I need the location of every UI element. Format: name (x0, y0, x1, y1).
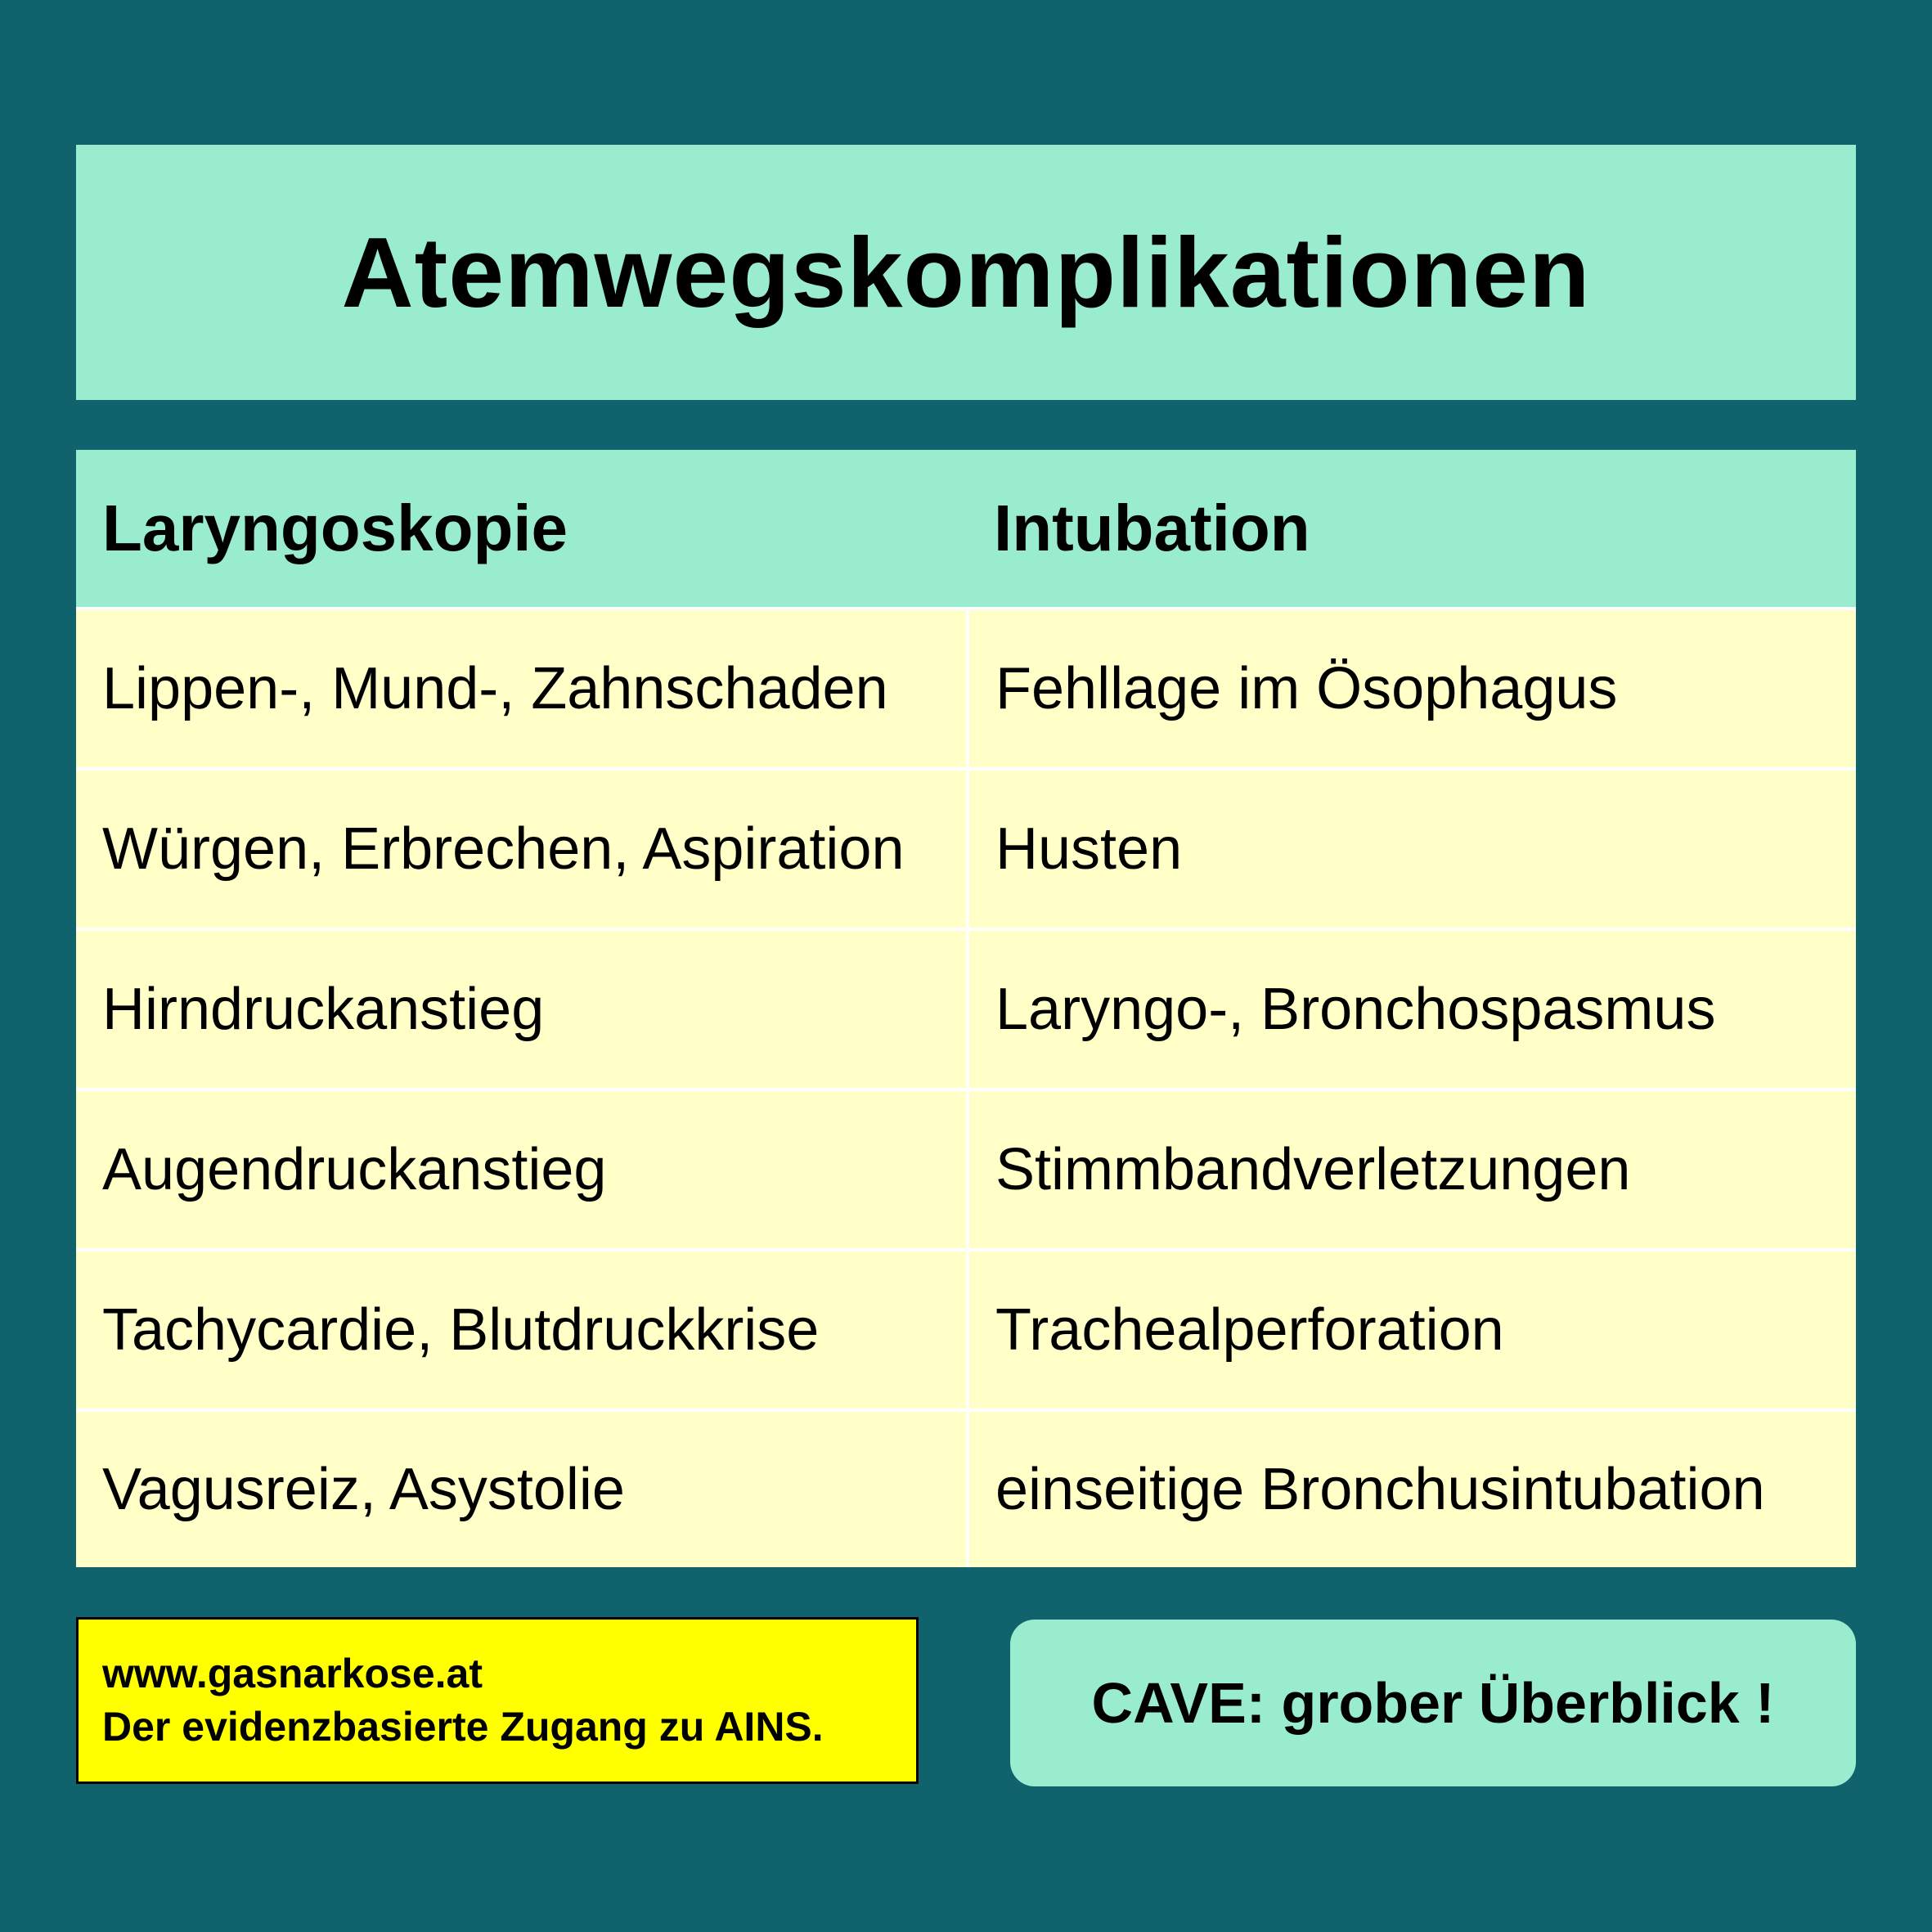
table-cell-intubation: Laryngo-, Bronchospasmus (968, 929, 1856, 1090)
complications-table (76, 450, 1856, 1567)
table-cell-laryngoskopie: Tachycardie, Blutdruckkrise (76, 1250, 968, 1410)
table-cell-laryngoskopie: Vagusreiz, Asystolie (76, 1410, 968, 1567)
source-badge (76, 1617, 919, 1784)
table-header-row (76, 450, 1856, 609)
table-body (76, 609, 1856, 1567)
table-cell-laryngoskopie: Lippen-, Mund-, Zahnschaden (76, 609, 968, 769)
table-cell-intubation: Fehllage im Ösophagus (968, 609, 1856, 769)
table-cell-laryngoskopie: Augendruckanstieg (76, 1090, 968, 1250)
table-cell-laryngoskopie: Hirndruckanstieg (76, 929, 968, 1090)
table-row (76, 1250, 1856, 1410)
table-row (76, 1090, 1856, 1250)
page-title: Atemwegskomplikationen (341, 217, 1591, 328)
table-cell-intubation: Husten (968, 769, 1856, 929)
table-cell-intubation: Trachealperforation (968, 1250, 1856, 1410)
column-header-intubation: Intubation (968, 450, 1856, 609)
table-cell-intubation: Stimmbandverletzungen (968, 1090, 1856, 1250)
table-header (76, 450, 1856, 609)
complications-table-container (76, 450, 1856, 1567)
column-header-laryngoskopie: Laryngoskopie (76, 450, 968, 609)
table-cell-intubation: einseitige Bronchusintubation (968, 1410, 1856, 1567)
table-row (76, 929, 1856, 1090)
caution-text: CAVE: grober Überblick ! (1091, 1671, 1775, 1735)
table-cell-laryngoskopie: Würgen, Erbrechen, Aspiration (76, 769, 968, 929)
title-banner (76, 145, 1856, 400)
table-row (76, 609, 1856, 769)
table-row (76, 769, 1856, 929)
caution-note (1010, 1620, 1856, 1786)
table-row (76, 1410, 1856, 1567)
website-text: www.gasnarkose.at (102, 1651, 483, 1696)
tagline-text: Der evidenzbasierte Zugang zu AINS. (102, 1704, 824, 1750)
